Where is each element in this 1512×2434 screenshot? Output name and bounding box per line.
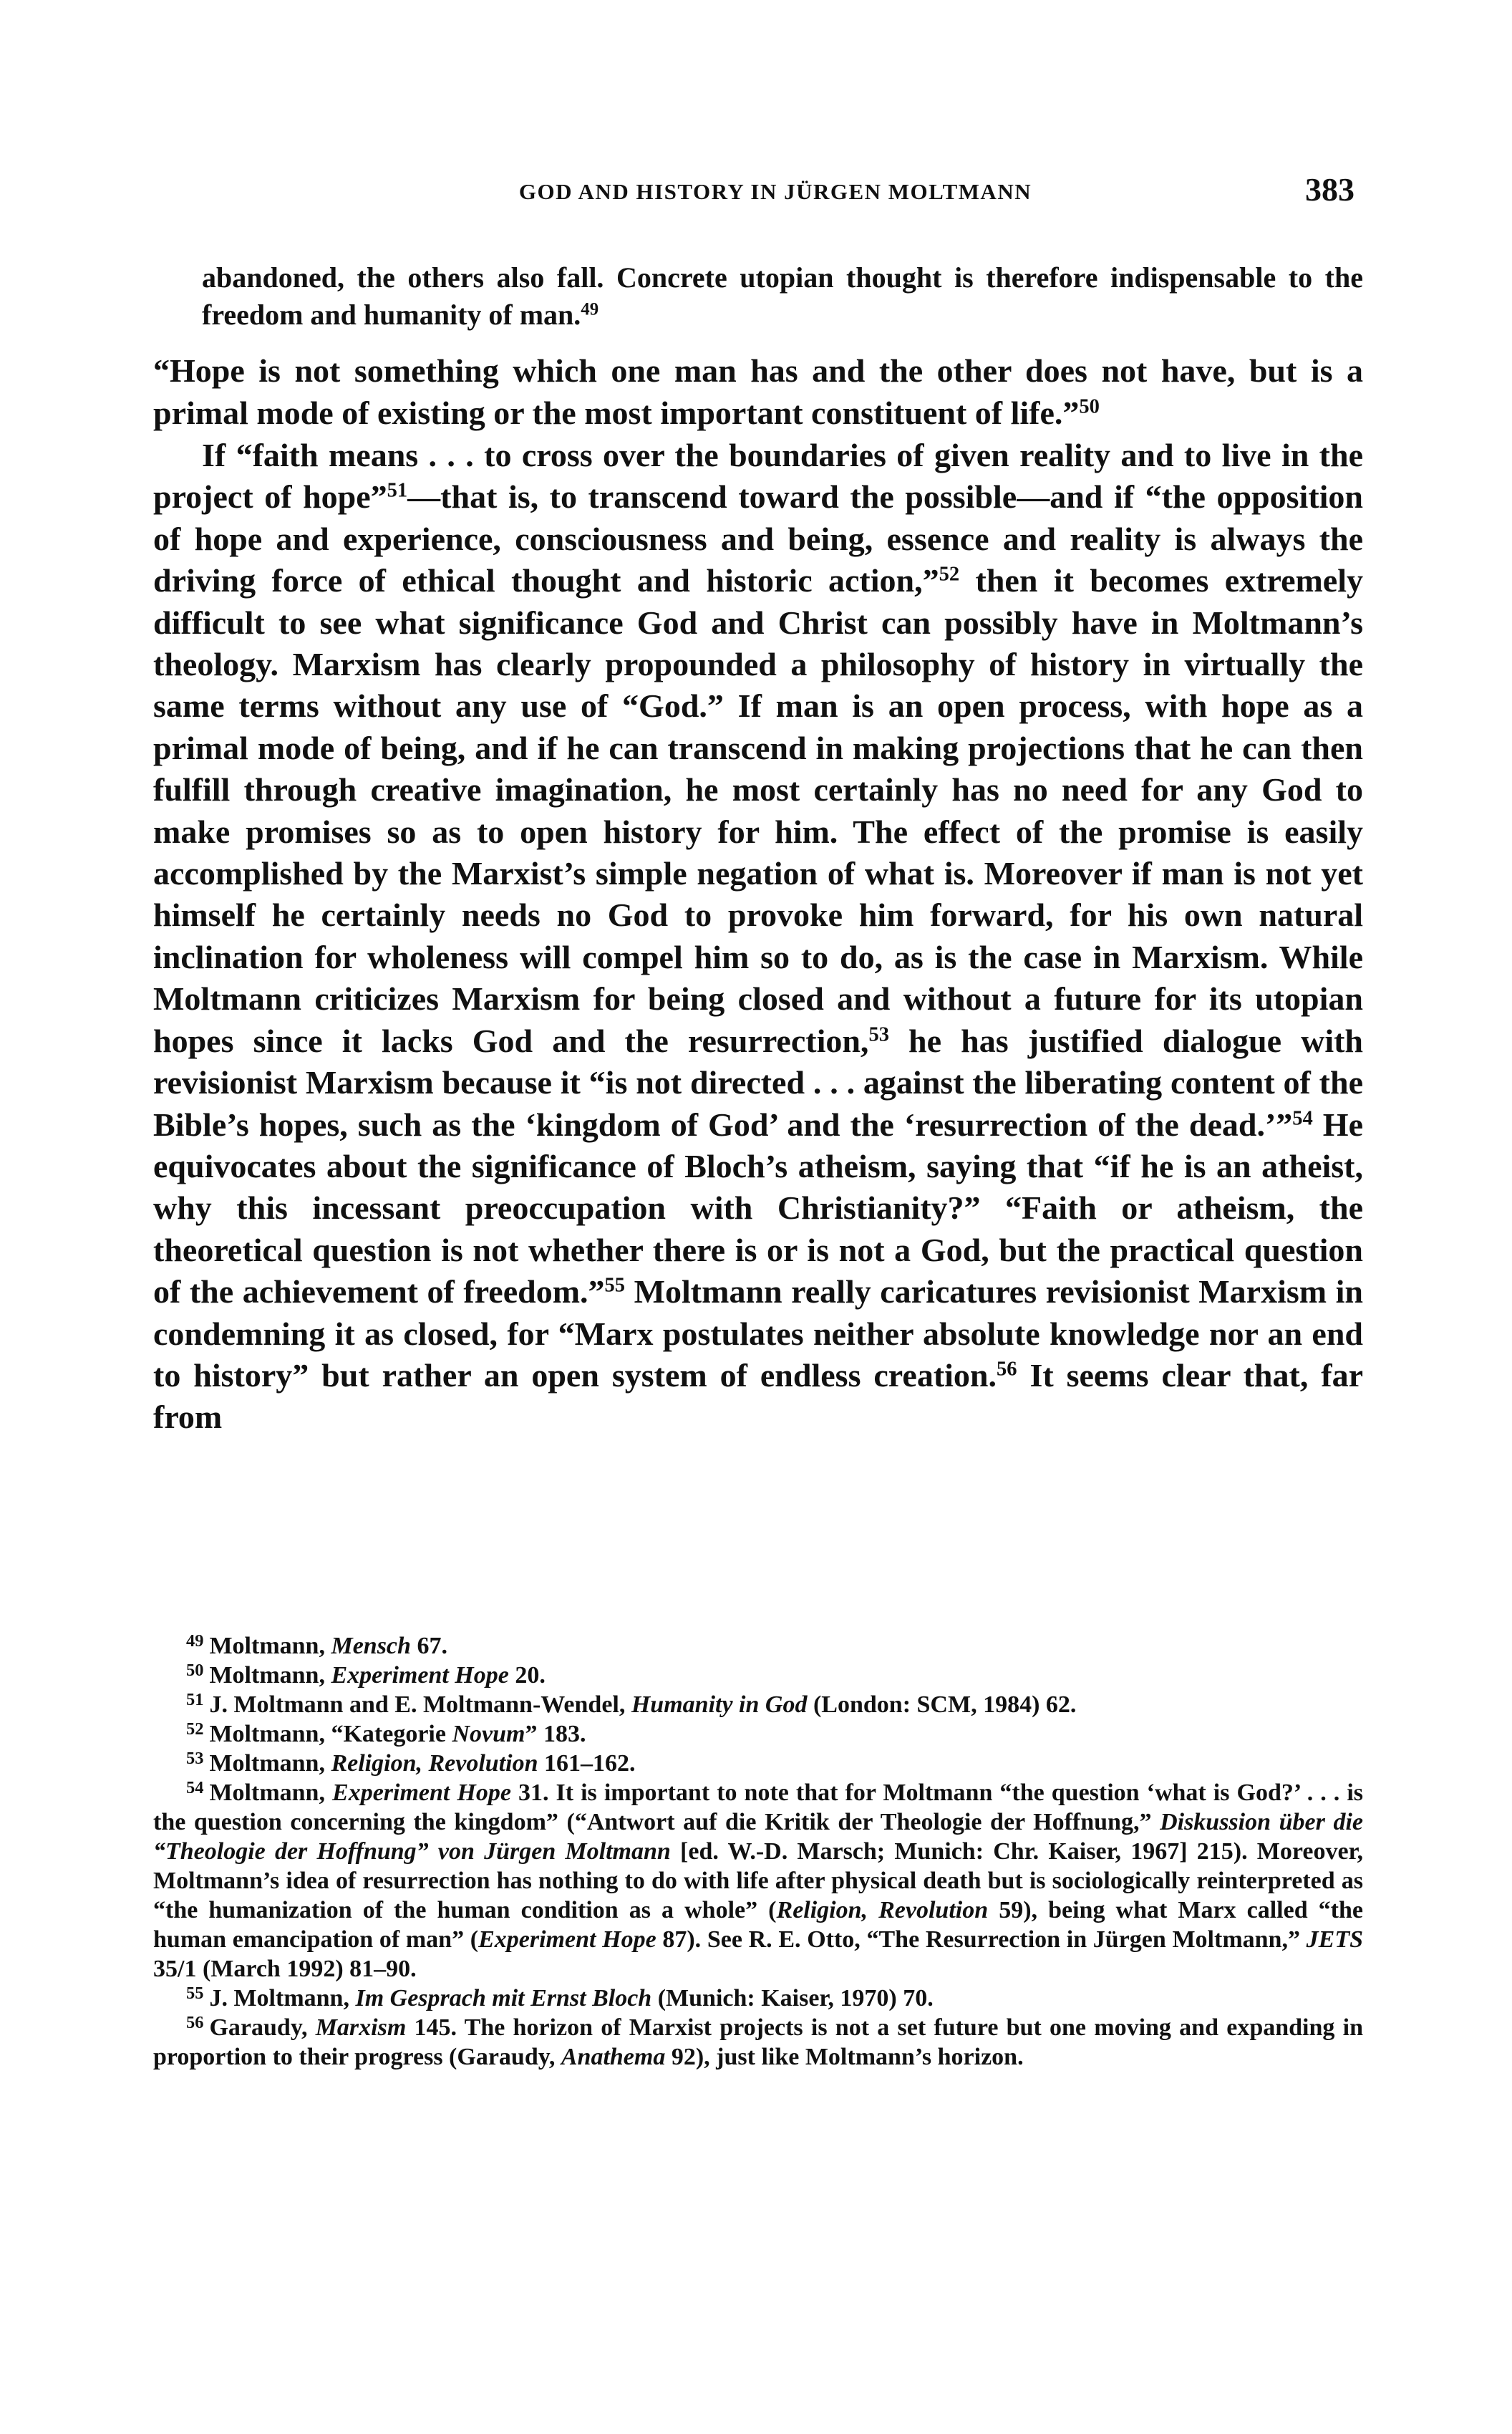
footnote-title: Mensch	[331, 1633, 411, 1659]
footnote-text: 87). See R. E. Otto, “The Resurrection in Jürgen Moltmann,”	[656, 1926, 1307, 1953]
paragraph-segment: If “faith means . . . to cross over the boundaries of given reality and to live in the project of hope”	[153, 437, 1363, 516]
footnote-title: Diskussion über die “Theologie der Hoffnung” von Jürgen Moltmann	[153, 1809, 1363, 1865]
footnote-number: 50	[186, 1660, 204, 1680]
main-paragraph	[153, 435, 1363, 1439]
footnote-title: JETS	[1306, 1926, 1363, 1953]
running-head	[153, 170, 1354, 213]
footnote-number: 56	[186, 2012, 204, 2032]
footnote-text: Moltmann,	[209, 1662, 331, 1689]
footnote-text: 31. It is important to note that for Moltmann “the question ‘what is God?’ . . . is the question concerning the kingdom” (“Antwort auf die Kritik der Theologie der Hoffnung,”	[153, 1779, 1363, 1835]
paragraph-segment: then it becomes extremely difficult to see what significance God and Christ can possibly have in Moltmann’s theology. Marxism has clearly propounded a philosophy of history in virtually the same terms without any use of “God.” If man is an open process, with hope as a primal mode of being, and if he can transcend in making projections that he can then fulfill through creative imagination, he most certainly has no need for any God to make promises so as to open history for him. The effect of the promise is easily accomplished by the Marxist’s simple negation of what is. Moreover if man is not yet himself he certainly needs no God to provoke him forward, for his own natural inclination for wholeness will compel him so to do, as is the case in Marxism. While Moltmann criticizes Marxism for being closed and without a future for its utopian hopes since it lacks God and the resurrection,	[153, 562, 1364, 1059]
footnote-ref-53[interactable]: 53	[868, 1023, 889, 1046]
footnote-number: 53	[186, 1748, 204, 1768]
footnote-text: 145. The horizon of Marxist projects is not a set future but one moving and expanding in proportion to their progress (Garaudy,	[153, 2014, 1363, 2070]
footnote-text: 20.	[508, 1662, 546, 1689]
footnote-text: Moltmann,	[209, 1779, 333, 1806]
paragraph-segment: —that is, to transcend toward the possible—and if “the opposition of hope and experience, consciousness and being, essence and reality is always the driving force of ethical thought and historic action,”	[153, 478, 1363, 599]
footnote-49	[153, 1631, 1363, 1661]
footnote-text: 92), just like Moltmann’s horizon.	[665, 2044, 1024, 2070]
footnote-ref-49[interactable]: 49	[581, 299, 599, 319]
footnote-55	[153, 1984, 1363, 2013]
footnote-text: 35/1 (March 1992) 81–90.	[153, 1956, 417, 1982]
paragraph-segment: It seems clear that, far from	[153, 1356, 1363, 1436]
footnote-ref-52[interactable]: 52	[939, 563, 960, 586]
footnote-text: [ed. W.-D. Marsch; Munich: Chr. Kaiser, 1967] 215). Moreover, Moltmann’s idea of resurrection has nothing to do with life after physical death but is sociologically reinterpreted as “the humanization of the human condition as a whole” (	[153, 1838, 1364, 1923]
footnote-text: ” 183.	[525, 1721, 586, 1747]
footnotes	[153, 1631, 1363, 2072]
footnote-title: Marxism	[315, 2014, 407, 2041]
footnote-title: Novum	[452, 1721, 525, 1747]
footnote-56	[153, 2013, 1363, 2072]
footnote-text: (Munich: Kaiser, 1970) 70.	[651, 1985, 934, 2012]
footnote-text: J. Moltmann,	[209, 1985, 356, 2012]
footnote-54	[153, 1778, 1363, 1984]
footnote-title: Religion, Revolution	[331, 1750, 538, 1777]
footnote-title: Religion, Revolution	[776, 1897, 989, 1923]
footnote-number: 52	[186, 1719, 204, 1739]
hope-quote-text: “Hope is not something which one man has and the other does not have, but is a primal mode of existing or the most important constituent of life.”	[153, 352, 1363, 431]
paragraph-segment: he has justified dialogue with revisionist Marxism because it “is not directed . . . against the liberating content of the Bible’s hopes, such as the ‘kingdom of God’ and the ‘resurrection of the dead.’”	[153, 1022, 1363, 1143]
running-title: GOD AND HISTORY IN JÜRGEN MOLTMANN	[518, 179, 1032, 204]
footnote-text: Moltmann, “Kategorie	[209, 1721, 452, 1747]
footnote-ref-51[interactable]: 51	[387, 479, 408, 502]
footnote-text: 161–162.	[538, 1750, 636, 1777]
footnote-text: J. Moltmann and E. Moltmann-Wendel,	[209, 1691, 631, 1718]
footnote-text: (London: SCM, 1984) 62.	[807, 1691, 1077, 1718]
hope-quote	[153, 349, 1363, 434]
footnote-53	[153, 1749, 1363, 1778]
footnote-number: 54	[186, 1777, 204, 1797]
footnote-51	[153, 1690, 1363, 1719]
footnote-52	[153, 1719, 1363, 1749]
paragraph-segment: He equivocates about the significance of Bloch’s atheism, saying that “if he is an atheist, why this incessant preoccupation with Christianity?” “Faith or atheism, the theoretical question is not whether there is or is not a God, but the practical question of the achievement of freedom.”	[153, 1106, 1363, 1310]
footnote-ref-56[interactable]: 56	[997, 1358, 1017, 1381]
quote-text: abandoned, the others also fall. Concrete utopian thought is therefore indispensable to the freedom and humanity of man.	[202, 261, 1363, 331]
paragraph-segment: Moltmann really caricatures revisionist Marxism in condemning it as closed, for “Marx postulates neither absolute knowledge nor an end to history” but rather an open system of endless creation.	[153, 1273, 1363, 1394]
footnote-text: 67.	[410, 1633, 447, 1659]
footnote-title: Humanity in God	[631, 1691, 808, 1718]
page-number: 383	[1305, 171, 1354, 208]
footnote-number: 51	[186, 1689, 204, 1709]
footnote-title: Im Gesprach mit Ernst Bloch	[355, 1985, 652, 2012]
footnote-title: Experiment Hope	[332, 1779, 511, 1806]
footnote-50	[153, 1661, 1363, 1690]
footnote-text: Moltmann,	[209, 1750, 331, 1777]
footnote-title: Experiment Hope	[478, 1926, 656, 1953]
footnote-ref-50[interactable]: 50	[1079, 395, 1100, 418]
footnote-title: Experiment Hope	[331, 1662, 509, 1689]
block-quote-continuation	[202, 259, 1363, 334]
footnote-text: Moltmann,	[209, 1633, 331, 1659]
footnote-ref-55[interactable]: 55	[604, 1274, 626, 1297]
footnote-ref-54[interactable]: 54	[1292, 1106, 1313, 1129]
footnote-text: Garaudy,	[209, 2014, 316, 2041]
footnote-title: Anathema	[561, 2044, 666, 2070]
footnote-number: 49	[186, 1631, 204, 1651]
footnote-text: 59), being what Marx called “the human emancipation of man” (	[153, 1897, 1363, 1953]
footnote-number: 55	[186, 1983, 204, 2003]
